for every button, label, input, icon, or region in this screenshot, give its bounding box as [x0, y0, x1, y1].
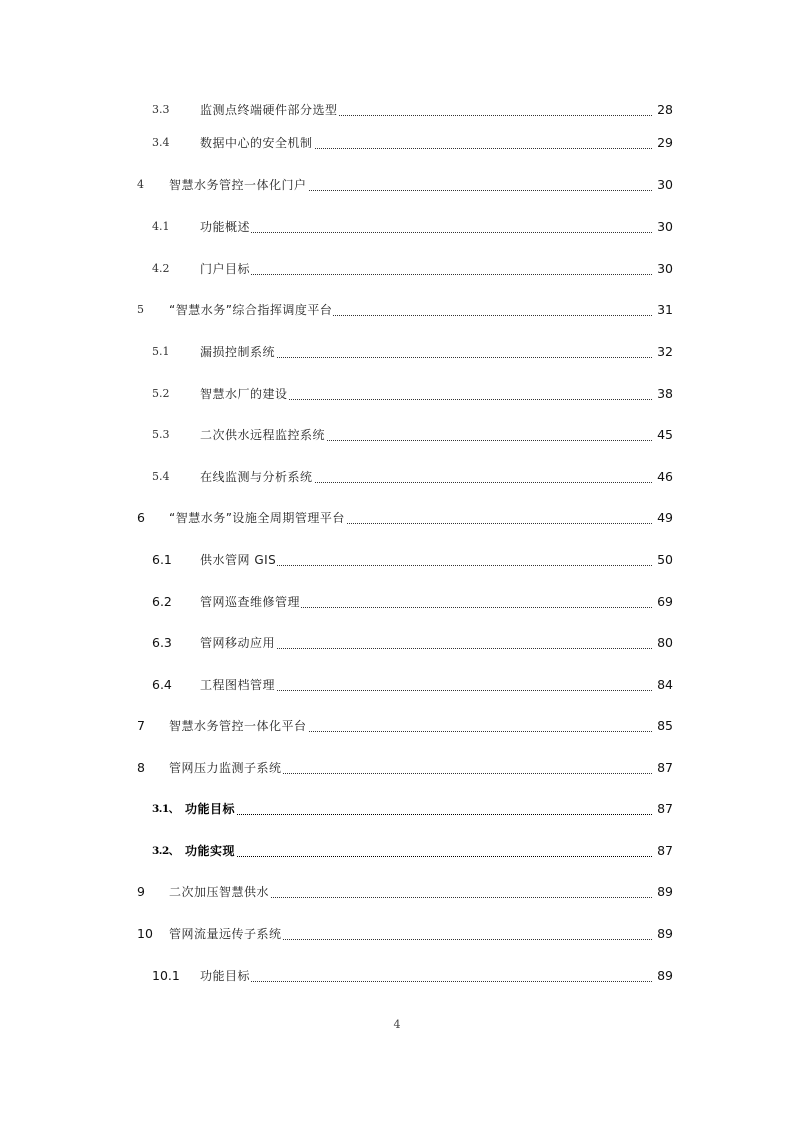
toc-entry-title: 管网流量远传子系统 [169, 923, 283, 945]
toc-entry-page: 87 [653, 757, 673, 779]
toc-entry-page: 85 [653, 715, 673, 737]
toc-entry-title: “智慧水务”综合指挥调度平台 [169, 299, 333, 321]
toc-entry-number: 3.4 [152, 136, 170, 149]
toc-entry[interactable] [0, 341, 794, 363]
toc-entry-page: 69 [653, 591, 673, 613]
page-number: 4 [393, 1018, 401, 1031]
toc-entry-number: 6.2 [152, 594, 172, 609]
dot-leader [185, 834, 656, 857]
toc-entry-title: 在线监测与分析系统 [200, 466, 314, 488]
toc-entry[interactable] [0, 383, 794, 405]
toc-entry[interactable] [0, 965, 794, 987]
toc-entry[interactable] [0, 132, 794, 154]
toc-entry-page: 45 [653, 424, 673, 446]
toc-entry-number: 3.1、 [152, 803, 179, 815]
toc-entry-page: 89 [653, 923, 673, 945]
toc-entry-page: 87 [653, 840, 673, 862]
toc-entry-page: 30 [653, 174, 673, 196]
toc-entry-page: 28 [653, 99, 673, 121]
toc-entry[interactable] [0, 424, 794, 446]
toc-entry-number: 6.3 [152, 635, 172, 650]
toc-entry-title: 监测点终端硬件部分选型 [200, 99, 339, 121]
toc-entry-page: 32 [653, 341, 673, 363]
toc-entry[interactable] [0, 923, 794, 945]
toc-entry-number: 5.2 [152, 387, 170, 400]
toc-entry[interactable] [0, 591, 794, 613]
dot-leader [200, 252, 656, 275]
toc-entry-page: 29 [653, 132, 673, 154]
toc-entry-title: 工程图档管理 [200, 674, 276, 696]
toc-entry-title: 智慧水务管控一体化平台 [169, 715, 308, 737]
toc-entry-page: 46 [653, 466, 673, 488]
toc-entry[interactable] [0, 507, 794, 529]
toc-entry-title: 智慧水务管控一体化门户 [169, 174, 308, 196]
toc-entry[interactable] [0, 466, 794, 488]
toc-entry-title: 管网压力监测子系统 [169, 757, 283, 779]
toc-entry-title: 漏损控制系统 [200, 341, 276, 363]
toc-entry[interactable] [0, 216, 794, 238]
dot-leader [185, 792, 656, 815]
toc-entry[interactable] [0, 757, 794, 779]
toc-entry-number: 8 [137, 760, 145, 775]
toc-entry-page: 30 [653, 258, 673, 280]
toc-entry-number: 6.4 [152, 677, 172, 692]
toc-entry-number: 9 [137, 884, 145, 899]
toc-entry[interactable] [0, 258, 794, 280]
toc-entry-number: 5.3 [152, 428, 170, 441]
toc-entry-number: 6 [137, 510, 145, 525]
toc-entry-page: 89 [653, 965, 673, 987]
toc-entry-page: 50 [653, 549, 673, 571]
toc-entry-number: 7 [137, 718, 145, 733]
toc-entry-number: 4.2 [152, 262, 170, 275]
toc-entry-page: 31 [653, 299, 673, 321]
toc-entry-number: 3.2、 [152, 845, 179, 857]
toc-entry-number: 6.1 [152, 552, 172, 567]
toc-entry-number: 10 [137, 926, 153, 941]
toc-entry-title: 数据中心的安全机制 [200, 132, 314, 154]
toc-entry-title: 智慧水厂的建设 [200, 383, 289, 405]
toc-entry[interactable] [0, 632, 794, 654]
dot-leader [200, 959, 656, 982]
toc-entry-page: 89 [653, 881, 673, 903]
toc-entry-title: 门户目标 [200, 258, 251, 280]
toc-entry-title: 功能目标 [200, 965, 251, 987]
toc-entry-title: 功能概述 [200, 216, 251, 238]
toc-entry-number: 4.1 [152, 220, 170, 233]
toc-entry[interactable] [0, 881, 794, 903]
toc-entry-number: 10.1 [152, 968, 180, 983]
toc-entry-page: 87 [653, 798, 673, 820]
toc-entry-title: 管网巡查维修管理 [200, 591, 301, 613]
toc-entry[interactable] [0, 798, 794, 820]
toc-entry-title: 管网移动应用 [200, 632, 276, 654]
toc-entry-title: 功能目标 [185, 798, 236, 820]
toc-entry-page: 80 [653, 632, 673, 654]
toc-entry[interactable] [0, 549, 794, 571]
toc-entry[interactable] [0, 99, 794, 121]
toc-entry-number: 4 [137, 178, 144, 191]
toc-entry[interactable] [0, 299, 794, 321]
toc-entry-page: 49 [653, 507, 673, 529]
toc-entry-title: 供水管网 GIS [200, 549, 277, 571]
toc-entry[interactable] [0, 174, 794, 196]
toc-entry-number: 5.1 [152, 345, 170, 358]
dot-leader [200, 210, 656, 233]
toc-entry-number: 3.3 [152, 103, 170, 116]
toc-entry-title: “智慧水务”设施全周期管理平台 [169, 507, 346, 529]
toc-entry-number: 5.4 [152, 470, 170, 483]
toc-entry-page: 38 [653, 383, 673, 405]
toc-entry-page: 30 [653, 216, 673, 238]
toc-entry-number: 5 [137, 303, 144, 316]
toc-entry[interactable] [0, 715, 794, 737]
toc-entry-page: 84 [653, 674, 673, 696]
toc-entry[interactable] [0, 674, 794, 696]
toc-entry-title: 二次供水远程监控系统 [200, 424, 326, 446]
toc-entry-title: 功能实现 [185, 840, 236, 862]
toc-entry[interactable] [0, 840, 794, 862]
toc-entry-title: 二次加压智慧供水 [169, 881, 270, 903]
